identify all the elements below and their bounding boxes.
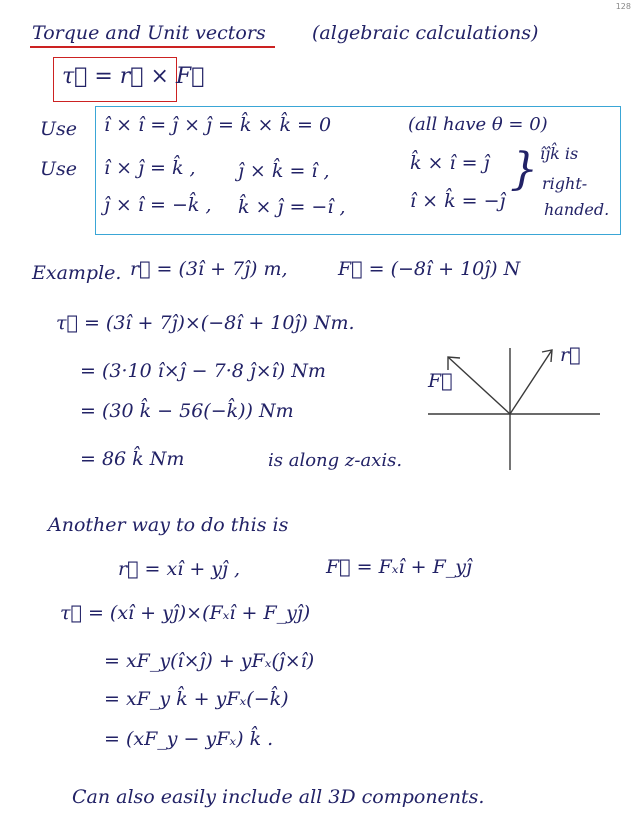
page-subtitle: (algebraic calculations): [312, 22, 539, 44]
another-line-4: = (xF_y − yFₓ) k̂ .: [104, 728, 274, 750]
rule-label-1: Use: [40, 118, 78, 140]
rule-label-2: Use: [40, 158, 78, 180]
rule-equation-3c: î × k̂ = −ĵ: [410, 190, 506, 212]
another-F-def: F⃗ = Fₓî + F_yĵ: [326, 556, 472, 578]
diagram-r-arrowhead: [542, 350, 552, 362]
title-underline: [30, 46, 275, 48]
page-number: 128: [615, 2, 631, 11]
another-intro: Another way to do this is: [48, 514, 289, 536]
rule-note-1: (all have θ = 0): [408, 114, 548, 135]
rule-note-2b: right-: [542, 174, 588, 193]
diagram-F-label: F⃗: [428, 370, 453, 392]
torque-definition: τ⃗ = r⃗ × F⃗: [62, 64, 205, 89]
rule-equation-2a: î × ĵ = k̂ ,: [104, 157, 196, 179]
example-line-4-note: is along z-axis.: [268, 450, 403, 471]
diagram-F-arrow: [448, 357, 510, 414]
example-line-4: = 86 k̂ Nm: [80, 448, 185, 470]
rule-equation-2c: k̂ × î = ĵ: [410, 152, 490, 174]
another-line-1: τ⃗ = (xî + yĵ)×(Fₓî + F_yĵ): [60, 602, 311, 624]
diagram-F-arrowhead: [448, 357, 460, 370]
closing-note: Can also easily include all 3D components.: [72, 786, 485, 808]
another-r-def: r⃗ = xî + yĵ ,: [118, 558, 240, 580]
example-label: Example.: [32, 262, 122, 284]
diagram-r-arrow: [510, 350, 552, 414]
example-line-1: τ⃗ = (3î + 7ĵ)×(−8î + 10ĵ) Nm.: [56, 312, 355, 334]
rule-brace: }: [510, 144, 538, 195]
diagram-r-label: r⃗: [560, 344, 581, 366]
another-line-2: = xF_y(î×ĵ) + yFₓ(ĵ×î): [104, 650, 315, 672]
rule-equation-3a: ĵ × î = −k̂ ,: [104, 194, 212, 216]
example-F: F⃗ = (−8î + 10ĵ) N: [338, 258, 521, 280]
example-line-2: = (3·10 î×ĵ − 7·8 ĵ×î) Nm: [80, 360, 326, 382]
example-r: r⃗ = (3î + 7ĵ) m,: [130, 258, 288, 280]
example-line-3: = (30 k̂ − 56(−k̂)) Nm: [80, 400, 294, 422]
rule-equation-2b: ĵ × k̂ = î ,: [238, 160, 330, 182]
rule-equation-1: î × î = ĵ × ĵ = k̂ × k̂ = 0: [104, 114, 332, 136]
rule-note-2c: handed.: [544, 200, 610, 219]
page-title: Torque and Unit vectors: [32, 22, 266, 44]
another-line-3: = xF_y k̂ + yFₓ(−k̂): [104, 688, 289, 710]
rule-equation-3b: k̂ × ĵ = −î ,: [238, 196, 346, 218]
rule-note-2a: îĵk̂ is: [540, 144, 579, 163]
